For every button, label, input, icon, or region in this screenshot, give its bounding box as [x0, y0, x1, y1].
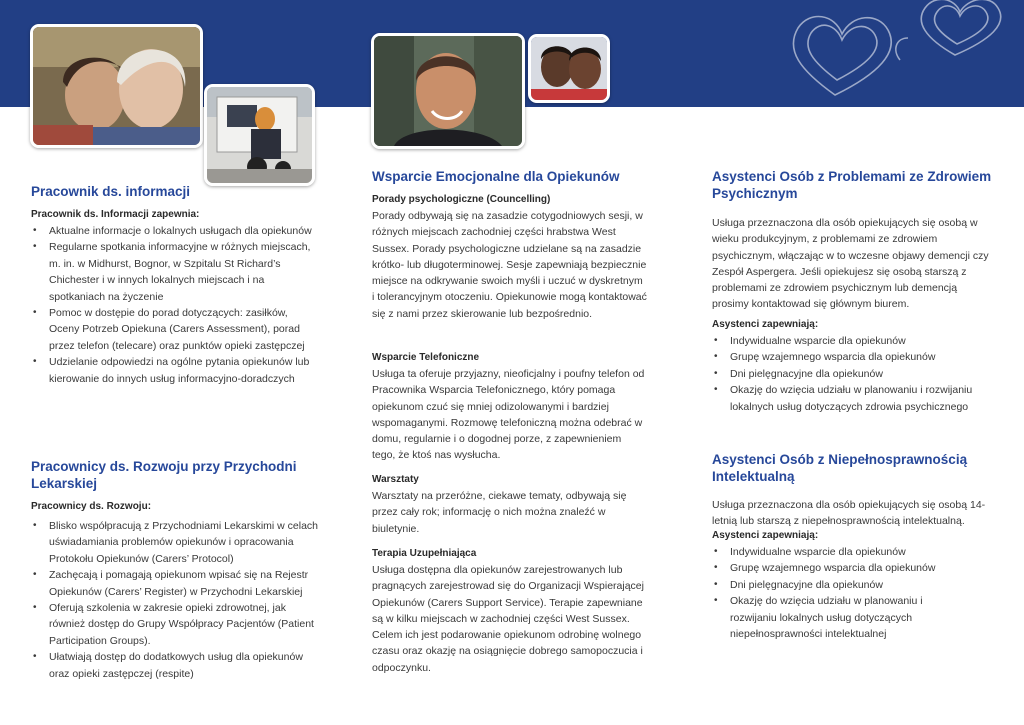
list-item: • Dni pielęgnacyjne dla opiekunów	[712, 577, 972, 593]
section-title-intellectual-disability: Asystenci Osób z Niepełnosprawnością Intelektualną	[712, 452, 968, 484]
section-title-development-workers: Pracownicy ds. Rozwoju przy Przychodni Lekarskiej	[31, 459, 297, 491]
section-subtitle: Asystenci zapewniają:	[712, 319, 819, 330]
photo-wheelchair-van	[204, 84, 315, 186]
list-item: • Aktualne informacje o lokalnych usługach dla opiekunów	[31, 223, 316, 239]
mental-health-text: Usługa przeznaczona dla osób opiekujących się osobą w wieku produkcyjnym, z problemami ze zdrowiem psychicznym, włączając w to wczesne objawy demencji czy Zespół Aspergera. Jeśli opiekujesz się osobą starszą z problemami ze zdrowiem psychicznym lub demencją prosimy kontaktowad się głównym biurem.	[712, 217, 989, 311]
development-workers-list	[31, 518, 321, 682]
list-item: • Pomoc w dostępie do porad dotyczących: zasiłków, Oceny Potrzeb Opiekuna (Carers Assessment), porad przez telefon (telecare) oraz punktów opieki zastępczej	[31, 305, 316, 354]
photo-two-children	[528, 34, 610, 103]
list-item: • Grupę wzajemnego wsparcia dla opiekunów	[712, 349, 982, 365]
subsection-title-complementary-therapy: Terapia Uzupełniająca	[372, 548, 477, 559]
intellectual-disability-list	[712, 544, 972, 642]
list-item: • Regularne spotkania informacyjne w różnych miejscach, m. in. w Midhurst, Bognor, w Szpitalu St Richard’s Chichester i w innych lokalnych miejscach i na spotkaniach na życzenie	[31, 239, 316, 305]
photo-smiling-man	[371, 33, 525, 149]
complementary-therapy-text: Usługa dostępna dla opiekunów zarejestrowanych lub pragnących zarejestrowad się do Organizacji Wspierającej Opiekunów (Carers Support Service). Terapie zapewniane są w kilku miejscach w zachodniej części West Sussex. Celem ich jest podarowanie opiekunom odrobinę wolnego czasu oraz okazję na osiągnięcie dobrego samopoczucia i odpoczynku.	[372, 564, 644, 674]
section-subtitle: Asystenci zapewniają:	[712, 530, 819, 541]
subsection-title-counselling: Porady psychologiczne (Councelling)	[372, 194, 551, 205]
section-subtitle: Pracownik ds. Informacji zapewnia:	[31, 209, 200, 220]
list-item: • Blisko współpracują z Przychodniami Lekarskimi w celach uświadamiania problemów opiekunów i opracowania Protokołu Opiekunów (Carers’ Protocol)	[31, 518, 321, 567]
section-title-information-worker: Pracownik ds. informacji	[31, 184, 191, 199]
intellectual-disability-text: Usługa przeznaczona dla osób opiekujących się osobą 14-letnią lub starszą z niepełnosprawnością intelektualną.	[712, 499, 986, 528]
section-title-emotional-support: Wsparcie Emocjonalne dla Opiekunów	[372, 169, 620, 184]
phone-support-text: Usługa ta oferuje przyjazny, nieoficjalny i poufny telefon od Pracownika Wsparcia Telefonicznego, który pomaga opiekunom czuć się mniej odizolowanymi i bardziej wspomaganymi. Rozmowę telefoniczną można odebrać w domu, regularnie i o dogodnej porze, z zapewnieniem tego, że ktoś nas wysłucha.	[372, 368, 645, 462]
workshops-text: Warsztaty na przeróżne, ciekawe tematy, odbywają się przez cały rok; informację o nich można znaleźć w biuletynie.	[372, 490, 627, 535]
list-item: • Ułatwiają dostęp do dodatkowych usług dla opiekunów oraz opieki zastępczej (respite)	[31, 649, 321, 682]
section-title-mental-health: Asystenci Osób z Problemami ze Zdrowiem Psychicznym	[712, 169, 992, 201]
list-item: • Dni pielęgnacyjne dla opiekunów	[712, 366, 982, 382]
list-item: • Indywidualne wsparcie dla opiekunów	[712, 333, 982, 349]
list-item: • Okazję do wzięcia udziału w planowaniu i rozwijaniu lokalnych usług dotyczących zdrowia psychicznego	[712, 382, 982, 415]
list-item: • Udzielanie odpowiedzi na ogólne pytania opiekunów lub kierowanie do innych usług informacyjno-doradczych	[31, 354, 316, 387]
subsection-title-workshops: Warsztaty	[372, 474, 419, 485]
information-worker-list	[31, 223, 316, 387]
section-subtitle: Pracownicy ds. Rozwoju:	[31, 501, 152, 512]
list-item: • Grupę wzajemnego wsparcia dla opiekunów	[712, 560, 972, 576]
hearts-outline-icon	[780, 0, 1024, 107]
list-item: • Zachęcają i pomagają opiekunom wpisać się na Rejestr Opiekunów (Carers’ Register) w Przychodni Lekarskiej	[31, 567, 321, 600]
mental-health-list	[712, 333, 982, 415]
list-item: • Indywidualne wsparcie dla opiekunów	[712, 544, 972, 560]
list-item: • Oferują szkolenia w zakresie opieki zdrowotnej, jak również dostęp do Grupy Współpracy Pacjentów (Patient Participation Groups).	[31, 600, 321, 649]
photo-two-women	[30, 24, 203, 148]
list-item: • Okazję do wzięcia udziału w planowaniu i rozwijaniu lokalnych usług dotyczących niepełnosprawności intelektualnej	[712, 593, 972, 642]
subsection-title-phone-support: Wsparcie Telefoniczne	[372, 352, 480, 363]
counselling-text: Porady odbywają się na zasadzie cotygodniowych sesji, w różnych miejscach zachodniej części hrabstwa West Sussex. Porady psychologiczne udzielane są na zasadzie krótko- lub długoterminowej. Sesje zapewniają bezpiecznie miejsce na odkrywanie swoich myśli i uczuć w dyskretnym i tolerancyjnym otoczeniu. Opiekunowie mogą kontaktować się z nami przez skierowanie lub bezpośrednio.	[372, 210, 647, 320]
